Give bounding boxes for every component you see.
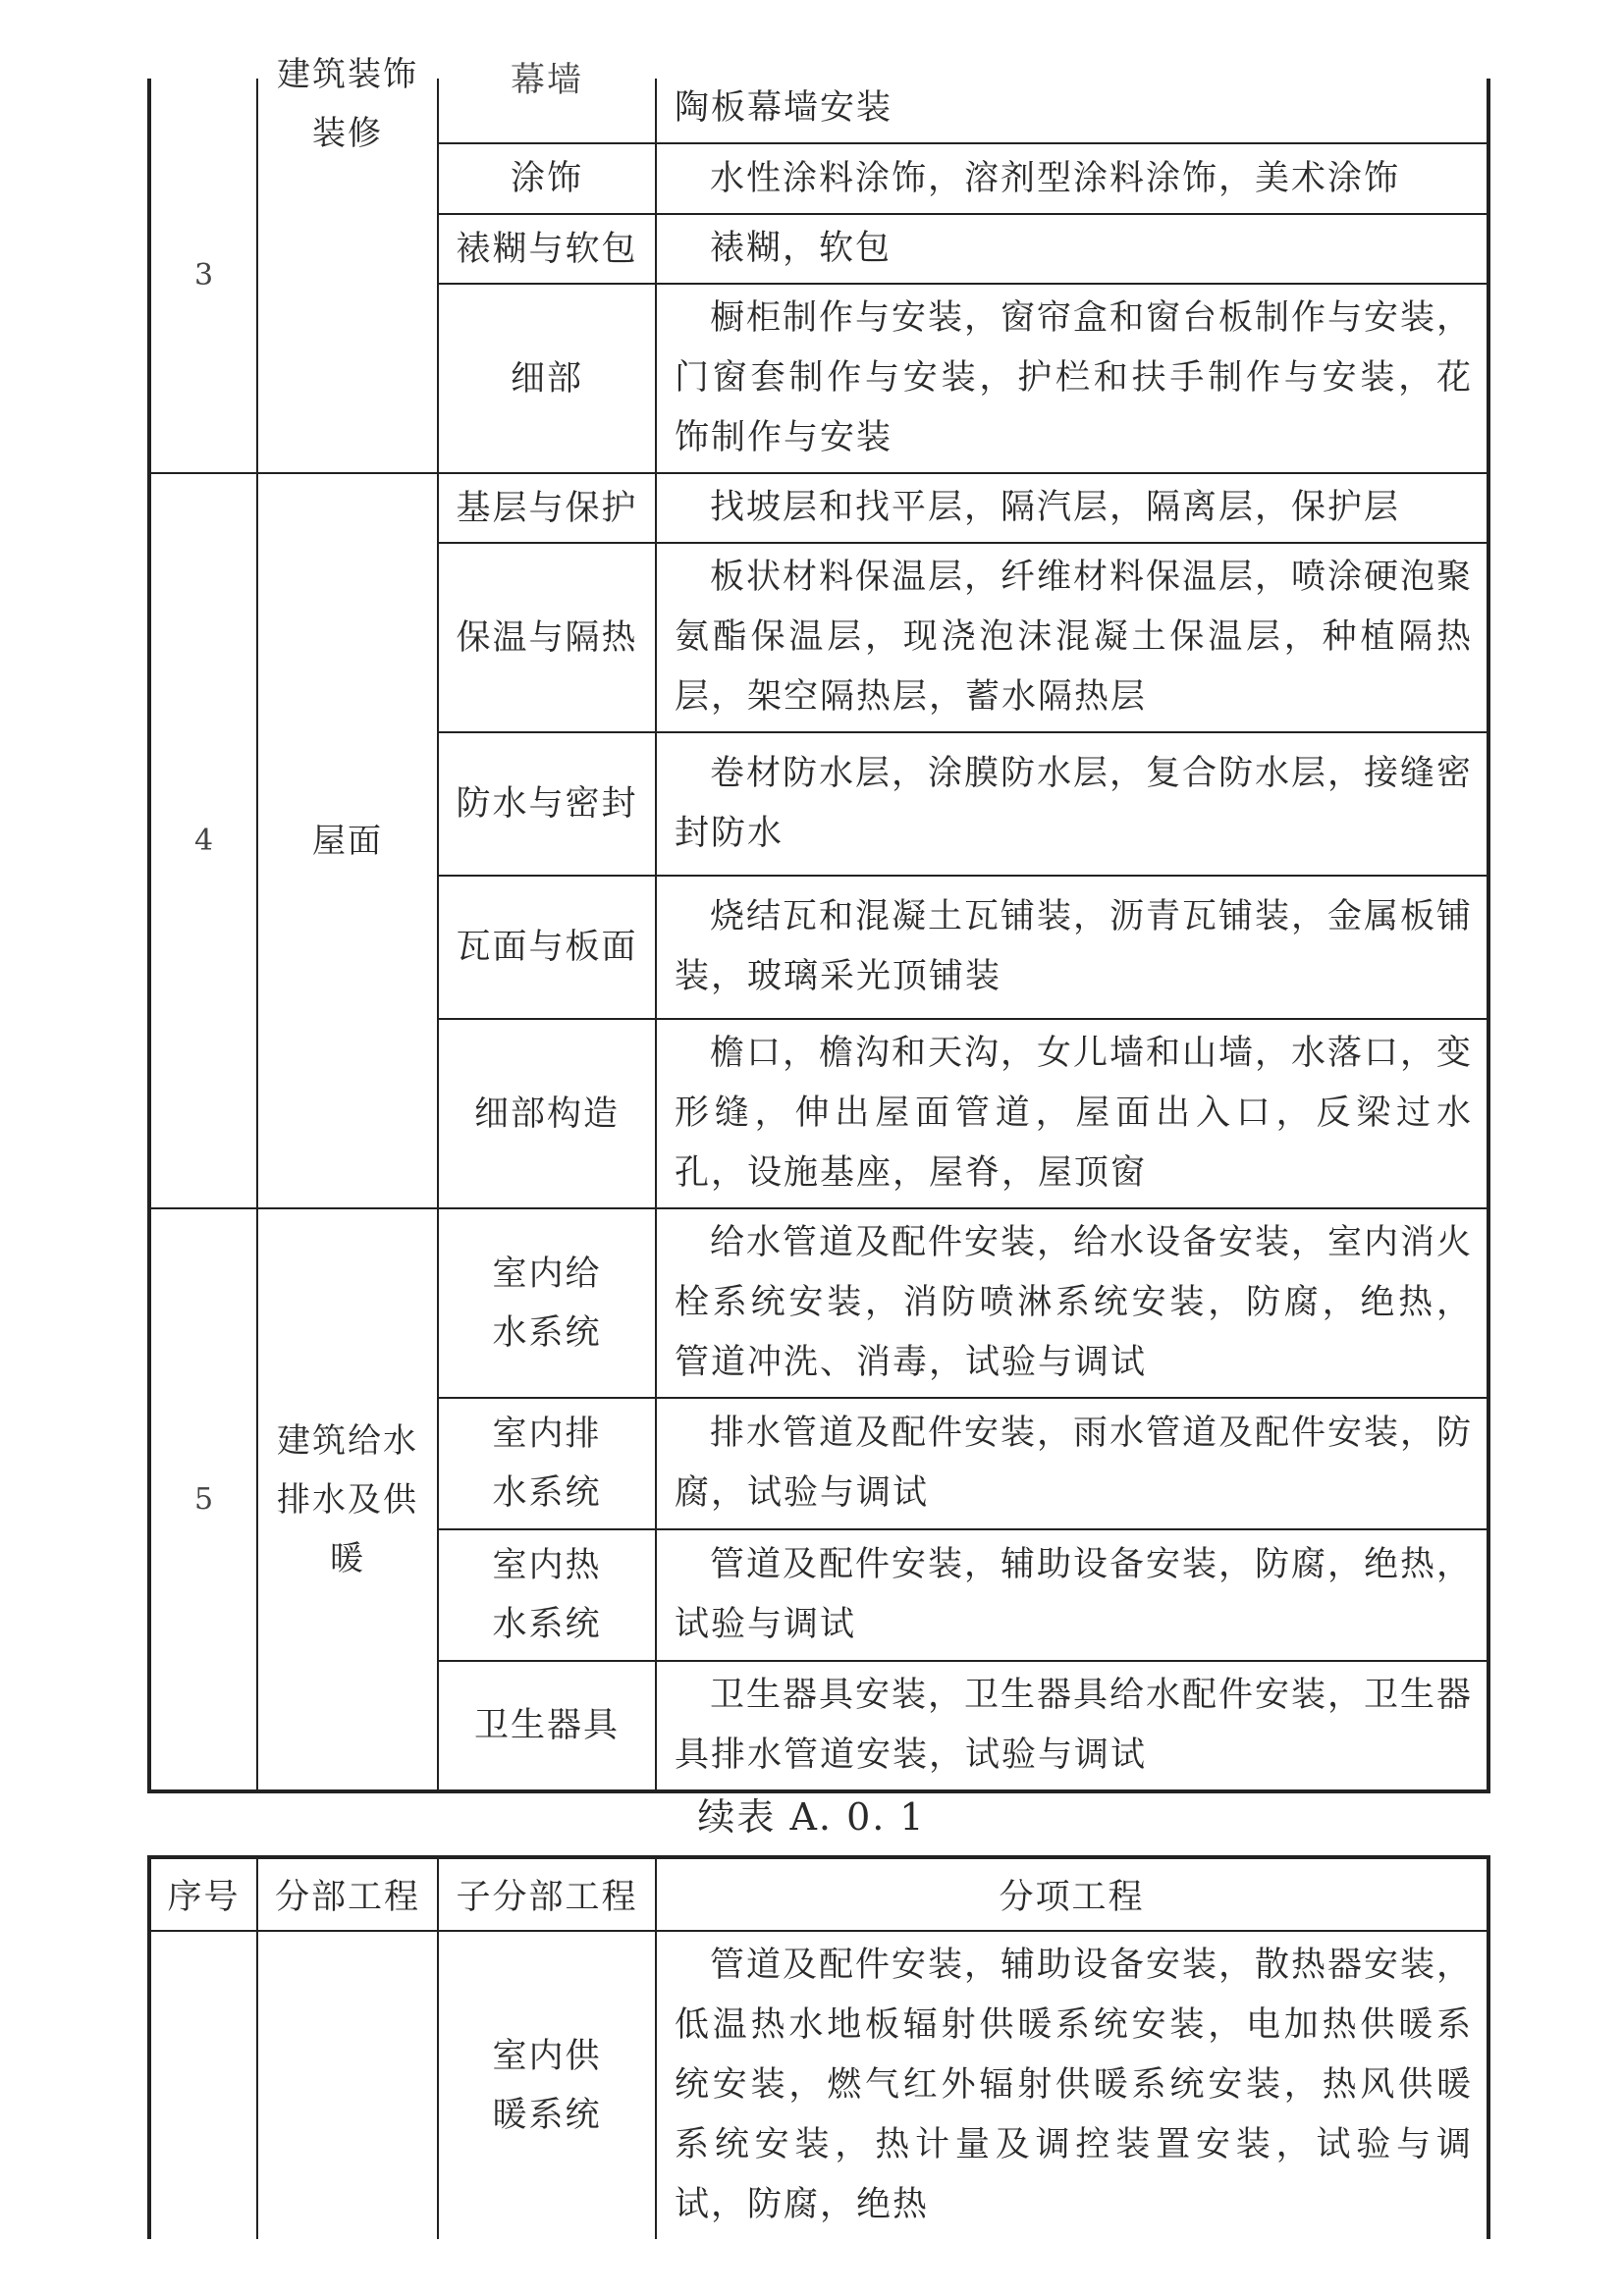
subdivision-name: 保温与隔热	[438, 543, 656, 732]
table-row	[149, 1208, 1488, 1398]
subdivision-name: 瓦面与板面	[438, 876, 656, 1019]
division-name	[257, 1931, 438, 2239]
row-number: 3	[149, 79, 257, 473]
item-list: 管道及配件安装，辅助设备安装，防腐，绝热，试验与调试	[656, 1529, 1488, 1661]
subdivision-name	[438, 1208, 656, 1398]
item-list: 给水管道及配件安装，给水设备安装，室内消火栓系统安装，消防喷淋系统安装，防腐，绝热，管道冲洗、消毒，试验与调试	[656, 1208, 1488, 1398]
subdivision-name	[438, 1931, 656, 2239]
header-subdivision: 子分部工程	[438, 1857, 656, 1931]
table-row	[149, 1931, 1488, 2239]
header-items: 分项工程	[656, 1857, 1488, 1931]
item-list: 卷材防水层，涂膜防水层，复合防水层，接缝密封防水	[656, 732, 1488, 876]
item-list: 板状材料保温层，纤维材料保温层，喷涂硬泡聚氨酯保温层，现浇泡沫混凝土保温层，种植隔热层，架空隔热层，蓄水隔热层	[656, 543, 1488, 732]
subdivision-name	[438, 1529, 656, 1661]
subdivision-name: 细部构造	[438, 1019, 656, 1208]
row-number: 5	[149, 1208, 257, 1791]
item-list: 陶板幕墙安装	[656, 79, 1488, 143]
subdivision-name	[438, 61, 656, 143]
subdivision-name: 卫生器具	[438, 1661, 656, 1791]
item-list: 烧结瓦和混凝土瓦铺装，沥青瓦铺装，金属板铺装，玻璃采光顶铺装	[656, 876, 1488, 1019]
division-table-bottom	[147, 1855, 1490, 2239]
subdivision-name: 裱糊与软包	[438, 214, 656, 284]
subdivision-name-text: 室内热水系统	[492, 1546, 602, 1644]
subdivision-name-text: 室内给水系统	[492, 1254, 602, 1353]
table-row	[149, 473, 1488, 543]
division-table-top	[147, 55, 1490, 1793]
division-name	[257, 55, 438, 473]
subdivision-name-text: 室内排水系统	[492, 1415, 602, 1513]
header-number: 序号	[149, 1857, 257, 1931]
row-number: 4	[149, 473, 257, 1208]
subdivision-name: 涂饰	[438, 143, 656, 214]
subdivision-name: 细部	[438, 284, 656, 473]
subdivision-name-text: 室内供暖系统	[492, 2036, 602, 2135]
division-name-text: 建筑给水排水及供暖	[277, 1420, 418, 1578]
item-list: 裱糊，软包	[656, 214, 1488, 284]
header-division: 分部工程	[257, 1857, 438, 1931]
item-list: 卫生器具安装，卫生器具给水配件安装，卫生器具排水管道安装，试验与调试	[656, 1661, 1488, 1791]
subdivision-name-text: 幕墙	[510, 61, 583, 100]
item-list: 橱柜制作与安装，窗帘盒和窗台板制作与安装，门窗套制作与安装，护栏和扶手制作与安装，花饰制作与安装	[656, 284, 1488, 473]
subdivision-name	[438, 1398, 656, 1529]
subdivision-name: 基层与保护	[438, 473, 656, 543]
item-list: 檐口，檐沟和天沟，女儿墙和山墙，水落口，变形缝，伸出屋面管道，屋面出入口，反梁过水孔，设施基座，屋脊，屋顶窗	[656, 1019, 1488, 1208]
table-row	[149, 79, 1488, 143]
item-list: 找坡层和找平层，隔汽层，隔离层，保护层	[656, 473, 1488, 543]
item-list: 管道及配件安装，辅助设备安装，散热器安装，低温热水地板辐射供暖系统安装，电加热供暖系统安装，燃气红外辐射供暖系统安装，热风供暖系统安装，热计量及调控装置安装，试验与调试，防腐，绝热	[656, 1931, 1488, 2239]
item-list: 排水管道及配件安装，雨水管道及配件安装，防腐，试验与调试	[656, 1398, 1488, 1529]
row-number	[149, 1931, 257, 2239]
division-name	[257, 1208, 438, 1791]
item-list: 水性涂料涂饰，溶剂型涂料涂饰，美术涂饰	[656, 143, 1488, 214]
division-name-text: 建筑装饰装修	[277, 55, 418, 153]
subdivision-name: 防水与密封	[438, 732, 656, 876]
division-name: 屋面	[257, 473, 438, 1208]
table-header-row	[149, 1857, 1488, 1931]
table-caption: 续表 A. 0. 1	[697, 1795, 926, 1839]
